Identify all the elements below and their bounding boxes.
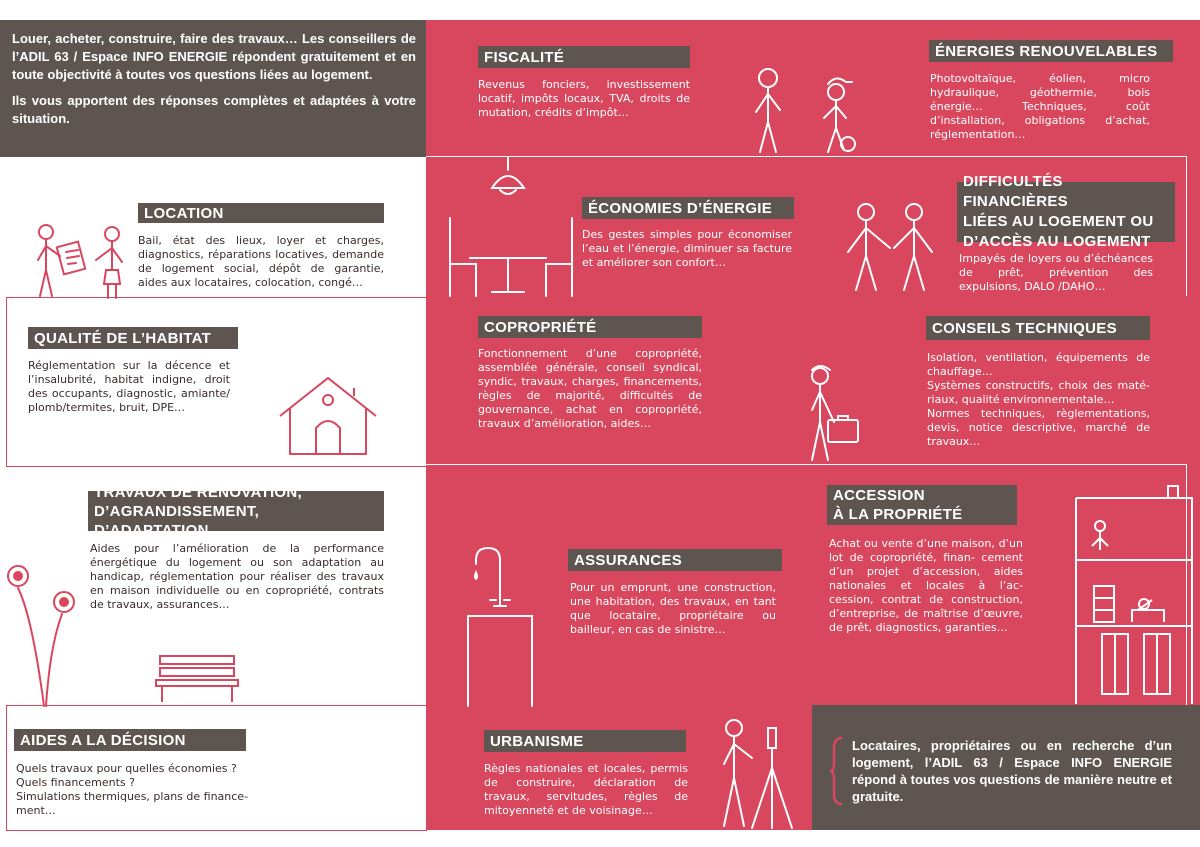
- economies-title: ÉCONOMIES D’ÉNERGIE: [582, 197, 794, 219]
- location-text: Bail, état des lieux, loyer et charges, diagnostics, réparations locatives, demande de logement social, dépôt de garantie, aides aux locataires, colocation, congé…: [138, 234, 384, 289]
- assurances-text: Pour un emprunt, une construction, une habitation, des travaux, en tant que locataire, propriétaire ou bailleur, en cas de sinistre…: [570, 581, 776, 636]
- accession-text: Achat ou vente d’une maison, d’un lot de copropriété, finan- cement d’un projet d’accession, aides nationales et locales à l’ac- cession, contrat de construction, d’entreprise, de maîtrise d’œuvre, de prêt, diagnostics, garanties…: [829, 537, 1023, 634]
- bench-icon: [154, 654, 244, 704]
- conseils-text: [927, 351, 1150, 449]
- intro-paragraph-2: Ils vous apportent des réponses complètes et adaptées à votre situation.: [12, 93, 416, 126]
- brace-icon: [830, 736, 844, 806]
- aides-line-3: Simulations thermiques, plans de finance-: [16, 790, 249, 803]
- assurances-title: ASSURANCES: [568, 549, 782, 571]
- travaux-title: [88, 483, 384, 539]
- surveyor-icon: [708, 714, 808, 830]
- aides-line-1: Quels travaux pour quelles économies ?: [16, 762, 237, 775]
- two-people-icon: [838, 198, 948, 294]
- location-title: LOCATION: [138, 203, 384, 223]
- street-lamps-icon: [0, 556, 100, 706]
- conseils-title: CONSEILS TECHNIQUES: [926, 316, 1150, 340]
- economies-text: Des gestes simples pour économiser l’eau et l’énergie, diminuer sa facture et améliorer son confort…: [582, 228, 792, 269]
- intro-text: [12, 30, 416, 128]
- people-playing-icon: [740, 60, 870, 160]
- faucet-sink-icon: [456, 540, 546, 706]
- travaux-title-line-2: D’AGRANDISSEMENT, D’ADAPTATION: [94, 502, 260, 539]
- conseils-text-1: Isolation, ventilation, équipements de chauffage…: [927, 351, 1150, 378]
- conseils-text-2: Systèmes constructifs, choix des maté- riaux, qualité environnementale…: [927, 379, 1150, 406]
- apartment-building-icon: [1072, 474, 1196, 704]
- aides-line-4: ment…: [16, 804, 56, 817]
- difficultes-title-line-1: DIFFICULTÉS FINANCIÈRES: [963, 173, 1068, 210]
- urbanisme-title: URBANISME: [484, 730, 686, 752]
- fiscalite-text: Revenus fonciers, investissement locatif, impôts locaux, TVA, droits de mutation, crédits d’impôt…: [478, 78, 690, 119]
- frame-line: [1186, 156, 1187, 295]
- worker-briefcase-icon: [800, 362, 870, 462]
- accession-title-line-1: ACCESSION: [833, 487, 925, 504]
- house-icon: [276, 376, 386, 456]
- energies-title: ÉNERGIES RENOUVELABLES: [929, 40, 1173, 62]
- copropriete-title: COPROPRIÉTÉ: [478, 316, 702, 338]
- conseils-text-3: Normes techniques, règlementations, devis, notice descriptive, marché de travaux…: [927, 407, 1150, 448]
- fiscalite-title: FISCALITÉ: [478, 46, 690, 68]
- closing-text: Locataires, propriétaires ou en recherche d’un logement, l’ADIL 63 / Espace INFO ENERGIE répond à toutes vos questions de manière neutre et gratuite.: [852, 738, 1172, 804]
- aides-line-2: Quels financements ?: [16, 776, 135, 789]
- aides-title: AIDES A LA DÉCISION: [14, 729, 246, 751]
- accession-title: [827, 485, 1017, 525]
- difficultes-title-line-2: LIÉES AU LOGEMENT OU: [963, 213, 1154, 230]
- energies-text: Photovoltaïque, éolien, micro hydraulique, géothermie, bois énergie… Techniques, coût d’installation, obligations d’achat, réglementation…: [930, 72, 1150, 141]
- travaux-title-line-1: TRAVAUX DE RÉNOVATION,: [94, 483, 302, 501]
- copropriete-text: Fonctionnement d’une copropriété, assemblée générale, conseil syndical, syndic, travaux, charges, financements, règles de majorité, difficultés de gouvernance, achat en copropriété, travaux d’amélioration, aides…: [478, 347, 702, 430]
- intro-paragraph-1: Louer, acheter, construire, faire des travaux… Les conseillers de l’ADIL 63 / Espace INFO ENERGIE répondent gratuitement et en toute objectivité à toutes vos questions liées au logement.: [12, 31, 416, 82]
- difficultes-title-line-3: D’ACCÈS AU LOGEMENT: [963, 233, 1151, 250]
- qualite-text: Réglementation sur la décence et l’insalubrité, habitat indigne, droit des occupants, diagnostic, amiante/ plomb/termites, bruit, DPE…: [28, 359, 230, 414]
- aides-text: [16, 762, 256, 818]
- qualite-title: QUALITÉ DE L’HABITAT: [28, 327, 238, 349]
- travaux-text: Aides pour l’amélioration de la performance énergétique du logement ou son adaptation au handicap, réglementation pour réaliser des travaux en maison individuelle ou en copropriété, contrats de travaux, assurances…: [90, 542, 384, 611]
- lamp-table-icon: [440, 158, 580, 298]
- accession-title-line-2: À LA PROPRIÉTÉ: [833, 506, 963, 523]
- urbanisme-text: Règles nationales et locales, permis de construire, déclaration de travaux, servitudes, règles de mitoyenneté et de voisinage…: [484, 762, 688, 817]
- difficultes-text: Impayés de loyers ou d’échéances de prêt, prévention des expulsions, DALO /DAHO…: [959, 252, 1153, 293]
- difficultes-title: [957, 173, 1175, 250]
- people-contract-icon: [30, 222, 130, 302]
